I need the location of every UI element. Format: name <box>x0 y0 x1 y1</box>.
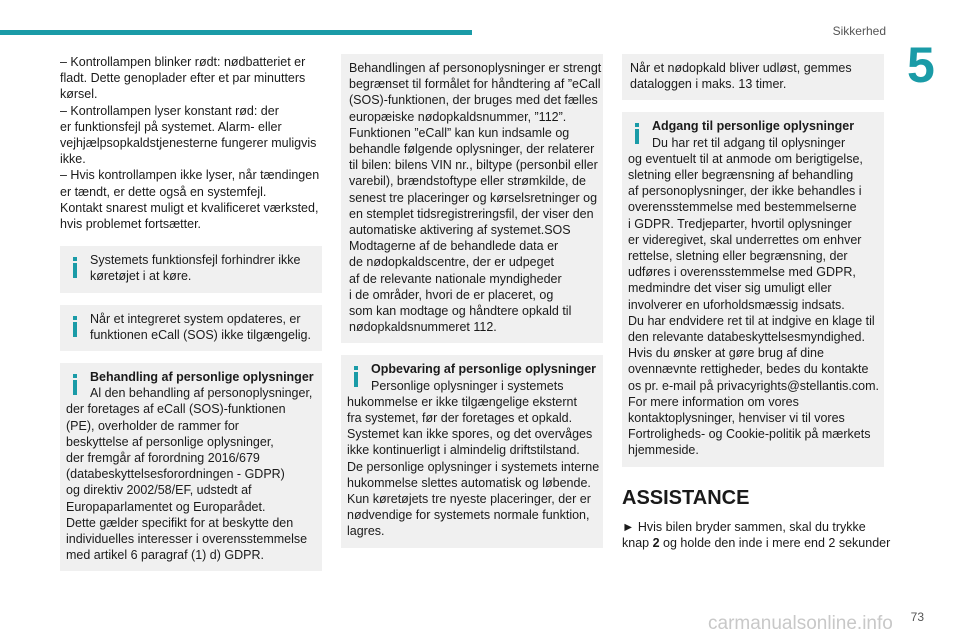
text-line: af de relevante nationale myndigheder <box>349 271 562 286</box>
text-line: med artikel 6 paragraf (1) d) GDPR. <box>66 548 264 563</box>
text-line: varebil), brændstoftype eller strømkilde, de <box>349 174 586 189</box>
text-line: vejhjælpsopkaldstjenesterne fungerer muligvis <box>60 136 317 151</box>
text-line: Funktionen ”eCall” kan kun indsamle og <box>349 125 570 140</box>
column-2 <box>341 54 603 560</box>
text-line: og eventuelt til at anmode om berigtigelse, <box>628 151 863 166</box>
text-line: i de områder, hvori de er placeret, og <box>349 287 554 302</box>
info-icon <box>66 369 84 401</box>
text-line: hvis problemet fortsætter. <box>60 217 202 232</box>
note-title: Behandling af personlige oplysninger <box>90 370 314 385</box>
text-line: begrænset til formålet for håndtering af ”eCall <box>349 77 601 92</box>
text-line: Du har endvidere ret til at indgive en klage til <box>628 313 875 328</box>
text-line: behandle følgende oplysninger, der relaterer <box>349 142 595 157</box>
text-line: og direktiv 2002/58/EF, udstedt af <box>66 483 252 498</box>
text-line: hjemmeside. <box>628 443 699 458</box>
text-line: – Hvis kontrollampen ikke lyser, når tændingen <box>60 168 320 183</box>
text-line: medmindre det viser sig umuligt eller <box>628 281 832 296</box>
text-line: hukommelse er ikke tilgængelige eksternt <box>347 394 577 409</box>
text-line: Dette gælder specifikt for at beskytte den <box>66 515 294 530</box>
column-3 <box>622 54 891 551</box>
processing-text-box <box>341 54 603 343</box>
info-note-storage: Opbevaring af personlige oplysninger Personlige oplysninger i systemets hukommelse er ikke tilgængelige eksternt fra systemet, før der foretages et opkald. Systemet kan ikke spores, og det overvåges ikke kontinuerligt i almindelig driftstilstand. De personlige oplysninger i systemets interne hukommelse slettes automatisk og løbende. Kun køretøjets tre nyeste placeringer, der er nødvendige for systemets normale funktion, lagres. <box>341 355 603 547</box>
info-icon <box>347 361 365 393</box>
text-line: den relevante databeskyttelsesmyndighed. <box>628 330 865 345</box>
text-line: fladt. Dette genoplader efter et par minutters <box>60 71 306 86</box>
text-line: ikke kontinuerligt i almindelig driftstilstand. <box>347 443 580 458</box>
info-icon <box>628 118 646 150</box>
text-line: Behandlingen af personoplysninger er strengt <box>349 61 602 75</box>
text-line: Modtagerne af de behandlede data er <box>349 239 559 254</box>
note-title: Adgang til personlige oplysninger <box>652 119 855 134</box>
text-line: overensstemmelse med bestemmelserne <box>628 200 857 215</box>
text-line: rettelse, sletning eller begrænsning, der <box>628 249 848 264</box>
text-line: (databeskyttelsesforordningen - GDPR) <box>66 467 285 482</box>
text-line: (PE), overholder de rammer for <box>66 418 239 433</box>
text-line: kontaktoplysninger, henviser vi til vores <box>628 411 845 426</box>
text-line: ovennævnte rettigheder, bedes du kontakte <box>628 362 869 377</box>
text-line: Kun køretøjets tre nyeste placeringer, der er <box>347 492 591 507</box>
text-line: af personoplysninger, der ikke behandles i <box>628 184 862 199</box>
section-title: Sikkerhed <box>832 24 886 38</box>
info-note-personal-data: Behandling af personlige oplysninger Al den behandling af personoplysninger, der foretages af eCall (SOS)-funktionen (PE), overholder de rammer for beskyttelse af personlige oplysninger, der fremgår af forordning 2016/679 (databeskyttelsesforordningen - GDPR) og direktiv 2002/58/EF, udstedt af Europaparlamentet og Europarådet. Dette gælder specifikt for at beskytte den individuelles interesser i overensstemmelse med artikel 6 paragraf (1) d) GDPR. <box>60 363 322 571</box>
info-icon <box>66 252 84 284</box>
text-line: Når et nødopkald bliver udløst, gemmes <box>630 61 852 75</box>
text-line: er funktionsfejl på systemet. Alarm- eller <box>60 119 282 134</box>
text-line: (SOS)-funktionen, der bruges med det fælles <box>349 93 598 108</box>
text-line: De personlige oplysninger i systemets interne <box>347 459 600 474</box>
text-line: de nødopkaldscentre, der er udpeget <box>349 255 554 270</box>
text-line: – Kontrollampen lyser konstant rød: der <box>60 103 279 118</box>
text-line: ikke. <box>60 152 86 167</box>
text-line: Når et integreret system opdateres, er <box>90 311 301 326</box>
text-line: sletning eller begrænsning af behandling <box>628 168 854 183</box>
text-line: involverer en uforholdsmæssig indsats. <box>628 297 845 312</box>
text-line: Kontakt snarest muligt et kvalificeret værksted, <box>60 200 319 215</box>
assistance-text: ► Hvis bilen bryder sammen, skal du trykke knap 2 og holde den inde i mere end 2 sekunder <box>622 519 891 550</box>
text-line: senest tre placeringer og kørselsretninger og <box>349 190 598 205</box>
text-line: Hvis du ønsker at gøre brug af dine <box>628 346 824 361</box>
text-line: der fremgår af forordning 2016/679 <box>66 451 260 466</box>
text-line: dataloggen i maks. 13 timer. <box>630 77 787 92</box>
text-line: – Kontrollampen blinker rødt: nødbatteriet er <box>60 55 306 69</box>
text-line: europæiske nødopkaldsnummer, ”112”. <box>349 109 567 124</box>
header-accent-bar <box>0 30 472 35</box>
note-title: Opbevaring af personlige oplysninger <box>371 362 597 377</box>
text-line: udføres i overensstemmelse med GDPR, <box>628 265 856 280</box>
text-line: fra systemet, før der foretages et opkald. <box>347 411 573 426</box>
text-line: til bilen: bilens VIN nr., biltype (personbil eller <box>349 158 598 173</box>
info-note-malfunction <box>60 246 322 292</box>
text-line: Europaparlamentet og Europarådet. <box>66 499 266 514</box>
text-line: kørsel. <box>60 87 98 102</box>
text-line: individuelles interesser i overensstemmelse <box>66 532 308 547</box>
text-line: Systemets funktionsfejl forhindrer ikke <box>90 253 301 268</box>
text-line: For mere information om vores <box>628 394 799 409</box>
text-line: automatiske aktivering af systemet.SOS <box>349 223 571 238</box>
text-line: i GDPR. Tredjeparter, hvortil oplysninger <box>628 216 852 231</box>
text-line: som kan modtage og håndtere opkald til <box>349 304 572 319</box>
watermark: carmanualsonline.info <box>708 613 893 634</box>
text-line: funktionen eCall (SOS) ikke tilgængelig. <box>90 327 311 342</box>
chapter-number: 5 <box>907 37 935 93</box>
text-line: køretøjet i at køre. <box>90 269 192 284</box>
text-line: der foretages af eCall (SOS)-funktionen <box>66 402 286 417</box>
text-line: hukommelse slettes automatisk og løbende. <box>347 475 591 490</box>
text-line: nødvendige for systemets normale funktion, <box>347 508 590 523</box>
page-number: 73 <box>910 610 924 624</box>
text-line: Fortroligheds- og Cookie-politik på mærkets <box>628 427 871 442</box>
text-line: en stemplet tidsregistreringsfil, der viser den <box>349 206 594 221</box>
text-line: beskyttelse af personlige oplysninger, <box>66 434 274 449</box>
info-note-access: Adgang til personlige oplysninger Du har ret til adgang til oplysninger og eventuelt til at anmode om berigtigelse, sletning eller begrænsning af behandling af personoplysninger, der ikke behandles i overensstemmelse med bestemmelserne i GDPR. Tredjeparter, hvortil oplysninger er videregivet, skal underrettes om enhver rettelse, sletning eller begrænsning, der udføres i overensstemmelse med GDPR, medmindre det viser sig umuligt eller involverer en uforholdsmæssig indsats. Du har endvidere ret til at indgive en klage til den relevante databeskyttelsesmyndighed. Hvis du ønsker at gøre brug af dine ovennævnte rettigheder, bedes du kontakte os pr. e-mail på privacyrights@stellantis.com. For mere information om vores kontaktoplysninger, henviser vi til vores Fortroligheds- og Cookie-politik på mærkets hjemmeside. <box>622 112 884 466</box>
text-line: er videregivet, skal underrettes om enhver <box>628 232 862 247</box>
text-line: os pr. e-mail på privacyrights@stellantis.com. <box>628 378 879 393</box>
info-icon <box>66 311 84 343</box>
text-line: er tændt, er dette også en systemfejl. <box>60 184 267 199</box>
warning-lamp-text <box>60 54 322 232</box>
column-1 <box>60 54 322 583</box>
datalog-text-box <box>622 54 884 100</box>
text-line: lagres. <box>347 524 385 539</box>
text-line: nødopkaldsnummeret 112. <box>349 320 497 335</box>
text-line: Systemet kan ikke spores, og det overvåges <box>347 427 593 442</box>
info-note-update <box>60 305 322 351</box>
assistance-heading: ASSISTANCE <box>622 486 750 509</box>
